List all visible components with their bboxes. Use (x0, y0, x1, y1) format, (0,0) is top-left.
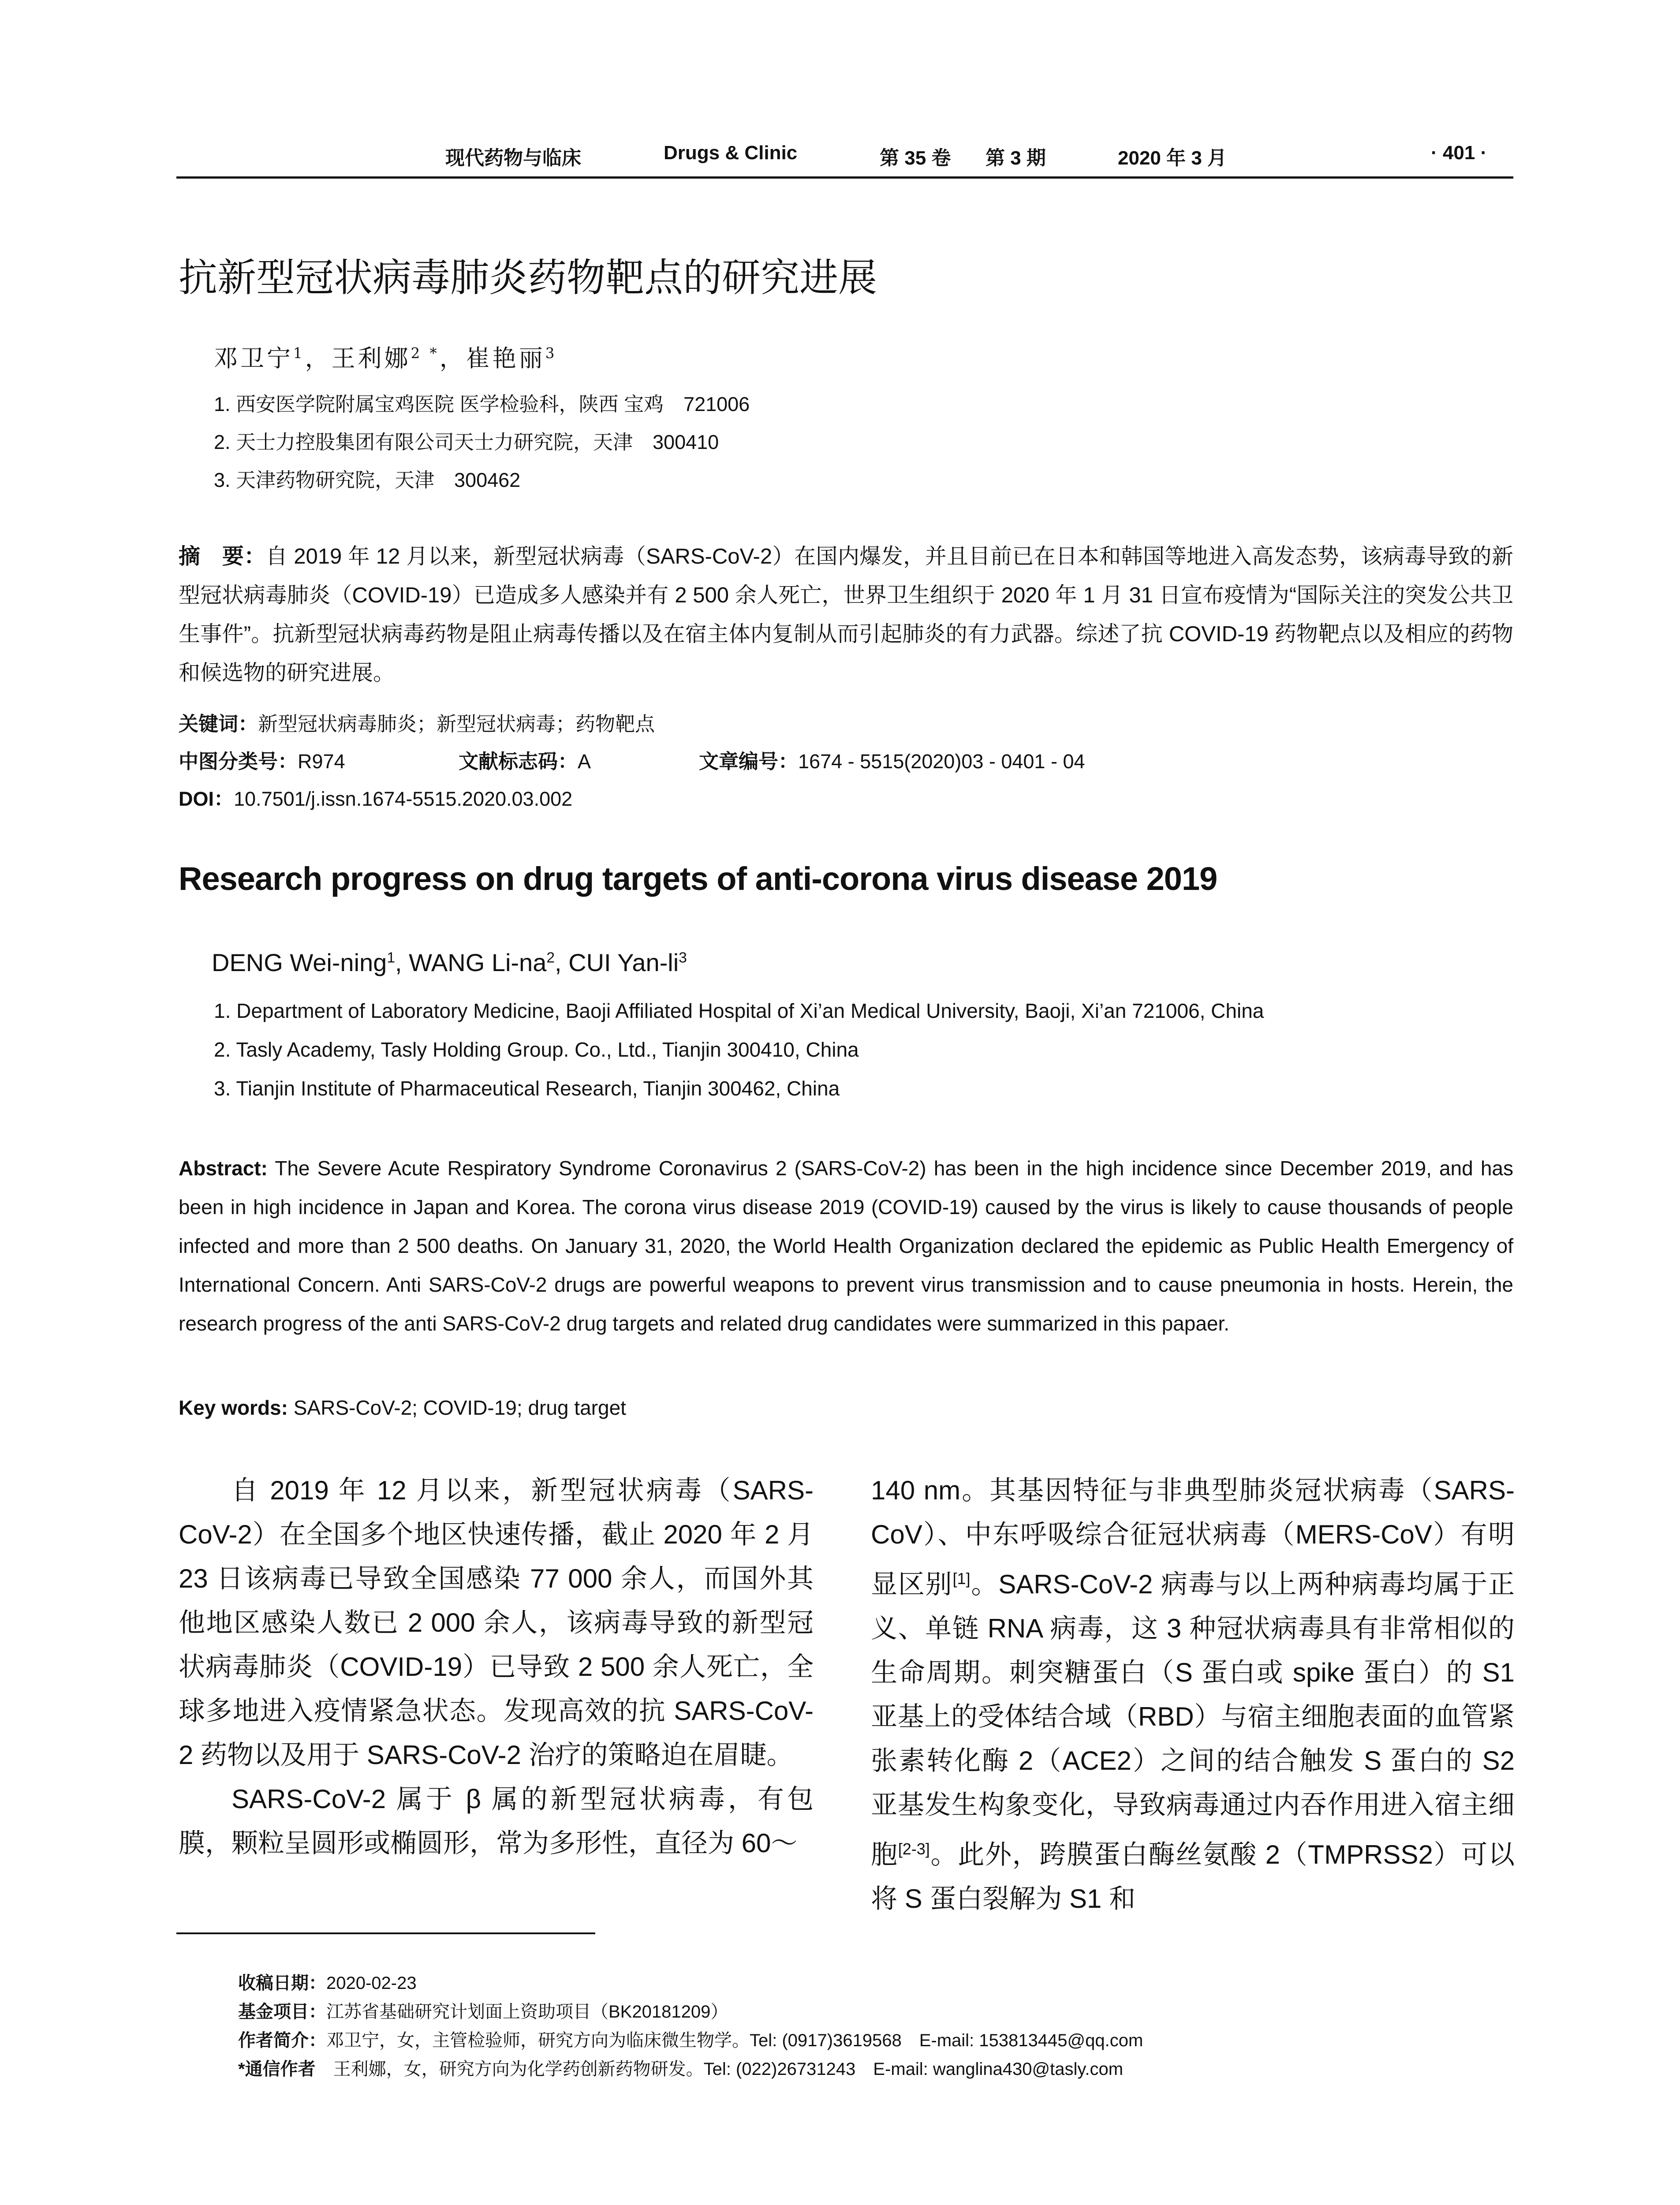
abstract-cn (179, 537, 1513, 692)
journal-volume: 第 35 卷 (880, 147, 951, 169)
article-title-en: Research progress on drug targets of anti-corona virus disease 2019 (179, 860, 1217, 897)
body-paragraph (871, 1469, 1515, 1921)
body-column-right (871, 1469, 1515, 1921)
affiliation-cn: 2. 天士力控股集团有限公司天士力研究院，天津 300410 (214, 431, 719, 453)
affiliation-cn: 3. 天津药物研究院，天津 300462 (214, 469, 521, 491)
authors-en (212, 948, 687, 977)
article-number-label: 文章编号： (699, 750, 799, 773)
abstract-cn-text: 自 2019 年 12 月以来，新型冠状病毒（SARS-CoV-2）在国内爆发，并且目前已在日本和韩国等地进入高发态势，该病毒导致的新型冠状病毒肺炎（COVID-19）已造成多人感染并有 2 500 余人死亡，世界卫生组织于 2020 年 1 月 31 日宣布疫情为“国际关注的突发公共卫生事件”。抗新型冠状病毒药物是阻止病毒传播以及在宿主体内复制从而引起肺炎的有力武器。综述了抗 COVID-19 药物靶点以及相应的药物和候选物的研究进展。 (179, 545, 1513, 685)
clc-label: 中图分类号： (179, 750, 298, 773)
received-label: 收稿日期： (238, 1973, 326, 1993)
header-rule (176, 176, 1513, 179)
journal-name-cn: 现代药物与临床 (445, 147, 581, 169)
footnote-funding (238, 1998, 728, 2023)
affiliation-en: 1. Department of Laboratory Medicine, Baoji Affiliated Hospital of Xi’an Medical University, Baoji, Xi’an 721006, China (214, 999, 1264, 1022)
footnote-received (238, 1969, 417, 1994)
affiliation-en: 2. Tasly Academy, Tasly Holding Group. Co., Ltd., Tianjin 300410, China (214, 1038, 859, 1061)
author-separator: , (555, 949, 569, 976)
author-superscript: 1 (387, 949, 395, 966)
author-name: 崔艳丽 (466, 344, 545, 372)
keywords-en (179, 1396, 626, 1420)
article-title-cn: 抗新型冠状病毒肺炎药物靶点的研究进展 (179, 256, 877, 299)
journal-name-en: Drugs & Clinic (664, 142, 798, 164)
footnote-rule (176, 1932, 595, 1934)
body-paragraph: 自 2019 年 12 月以来，新型冠状病毒（SARS-CoV-2）在全国多个地区快速传播，截止 2020 年 2 月 23 日该病毒已导致全国感染 77 000 余人，而国外其他地区感染人数已 2 000 余人，该病毒导致的新型冠状病毒肺炎（COVID-19）已导致 2 500 余人死亡，全球多地进入疫情紧急状态。发现高效的抗 SARS-CoV-2 药物以及用于 SARS-CoV-2 治疗的策略迫在眉睫。 (179, 1476, 814, 1770)
footnote-author-bio (238, 2026, 1143, 2052)
body-text: 140 nm。其基因特征与非典型肺炎冠状病毒（SARS-CoV）、中东呼吸综合征冠状病毒（MERS-CoV）有明显区别 (871, 1476, 1515, 1599)
clc-value: R974 (298, 750, 345, 773)
clc-number (179, 745, 345, 774)
doc-code-label: 文献标志码： (459, 750, 578, 773)
funding-value: 江苏省基础研究计划面上资助项目（BK20181209） (326, 2002, 728, 2022)
abstract-en-label: Abstract: (179, 1157, 268, 1180)
author-superscript: 2 * (411, 345, 440, 362)
author-superscript: 3 (545, 345, 557, 362)
author-bio-value: 邓卫宁，女，主管检验师，研究方向为临床微生物学。Tel: (0917)3619568 E-mail: 153813445@qq.com (326, 2031, 1143, 2050)
corresponding-label: *通信作者 (238, 2059, 316, 2079)
abstract-en (179, 1149, 1513, 1343)
author-name: CUI Yan-li (568, 949, 679, 976)
received-value: 2020-02-23 (326, 1973, 417, 1993)
corresponding-value: 王利娜，女，研究方向为化学药创新药物研发。Tel: (022)26731243 E-mail: wanglina430@tasly.com (333, 2059, 1124, 2079)
author-superscript: 2 (546, 949, 555, 966)
author-separator: ， (305, 344, 332, 372)
doi-label: DOI： (179, 788, 234, 810)
document-code (459, 745, 591, 774)
funding-label: 基金项目： (238, 2002, 326, 2022)
body-text: 。SARS-CoV-2 病毒与以上两种病毒均属于正义、单链 RNA 病毒，这 3 种冠状病毒具有非常相似的生命周期。刺突糖蛋白（S 蛋白或 spike 蛋白）的 S1 亚基上的受体结合域（RBD）与宿主细胞表面的血管紧张素转化酶 2（ACE2）之间的结合触发 S 蛋白的 S2 亚基发生构象变化，导致病毒通过内吞作用进入宿主细胞 (871, 1570, 1515, 1869)
article-number-value: 1674 - 5515(2020)03 - 0401 - 04 (798, 750, 1085, 773)
keywords-cn-label: 关键词： (179, 713, 258, 735)
abstract-cn-label: 摘 要： (179, 545, 266, 568)
journal-date: 2020 年 3 月 (1118, 147, 1227, 169)
affiliation-cn: 1. 西安医学院附属宝鸡医院 医学检验科，陕西 宝鸡 721006 (214, 393, 750, 415)
citation-ref: [2-3] (898, 1840, 930, 1858)
keywords-en-label: Key words: (179, 1396, 288, 1419)
author-separator: ， (439, 344, 466, 372)
footnote-corresponding (238, 2055, 1123, 2080)
authors-cn (214, 340, 557, 374)
page-number: · 401 · (1431, 142, 1487, 164)
citation-ref: [1] (952, 1570, 971, 1588)
author-superscript: 3 (679, 949, 687, 966)
body-text: 。此外，跨膜蛋白酶丝氨酸 2（TMPRSS2）可以将 S 蛋白裂解为 S1 和 (871, 1840, 1515, 1913)
doi-value: 10.7501/j.issn.1674-5515.2020.03.002 (234, 788, 573, 810)
body-paragraph: SARS-CoV-2 属于 β 属的新型冠状病毒，有包膜，颗粒呈圆形或椭圆形，常为多形性，直径为 60～ (179, 1784, 814, 1858)
keywords-en-text: SARS-CoV-2; COVID-19; drug target (293, 1396, 626, 1419)
author-name: 王利娜 (331, 344, 411, 372)
author-name: DENG Wei-ning (212, 949, 387, 976)
author-bio-label: 作者简介： (238, 2031, 326, 2050)
doc-code-value: A (578, 750, 591, 773)
article-number (699, 745, 1085, 774)
author-name: WANG Li-na (409, 949, 547, 976)
abstract-en-text: The Severe Acute Respiratory Syndrome Coronavirus 2 (SARS-CoV-2) has been in the high incidence since December 2019, and has been in high incidence in Japan and Korea. The corona virus disease 2019 (COVID-19) caused by the virus is likely to cause thousands of people infected and more than 2 500 deaths. On January 31, 2020, the World Health Organization declared the epidemic as Public Health Emergency of International Concern. Anti SARS-CoV-2 drugs are powerful weapons to prevent virus transmission and to cause pneumonia in hosts. Herein, the research progress of the anti SARS-CoV-2 drug targets and related drug candidates were summarized in this papaer. (179, 1157, 1513, 1335)
doi (179, 783, 572, 811)
author-separator: , (395, 949, 409, 976)
author-superscript: 1 (293, 345, 305, 362)
affiliation-en: 3. Tianjin Institute of Pharmaceutical Research, Tianjin 300462, China (214, 1077, 840, 1100)
author-name: 邓卫宁 (214, 344, 293, 372)
keywords-cn-text: 新型冠状病毒肺炎；新型冠状病毒；药物靶点 (258, 713, 655, 735)
keywords-cn (179, 708, 655, 736)
body-column-left (179, 1469, 814, 1865)
journal-issue: 第 3 期 (986, 147, 1046, 169)
